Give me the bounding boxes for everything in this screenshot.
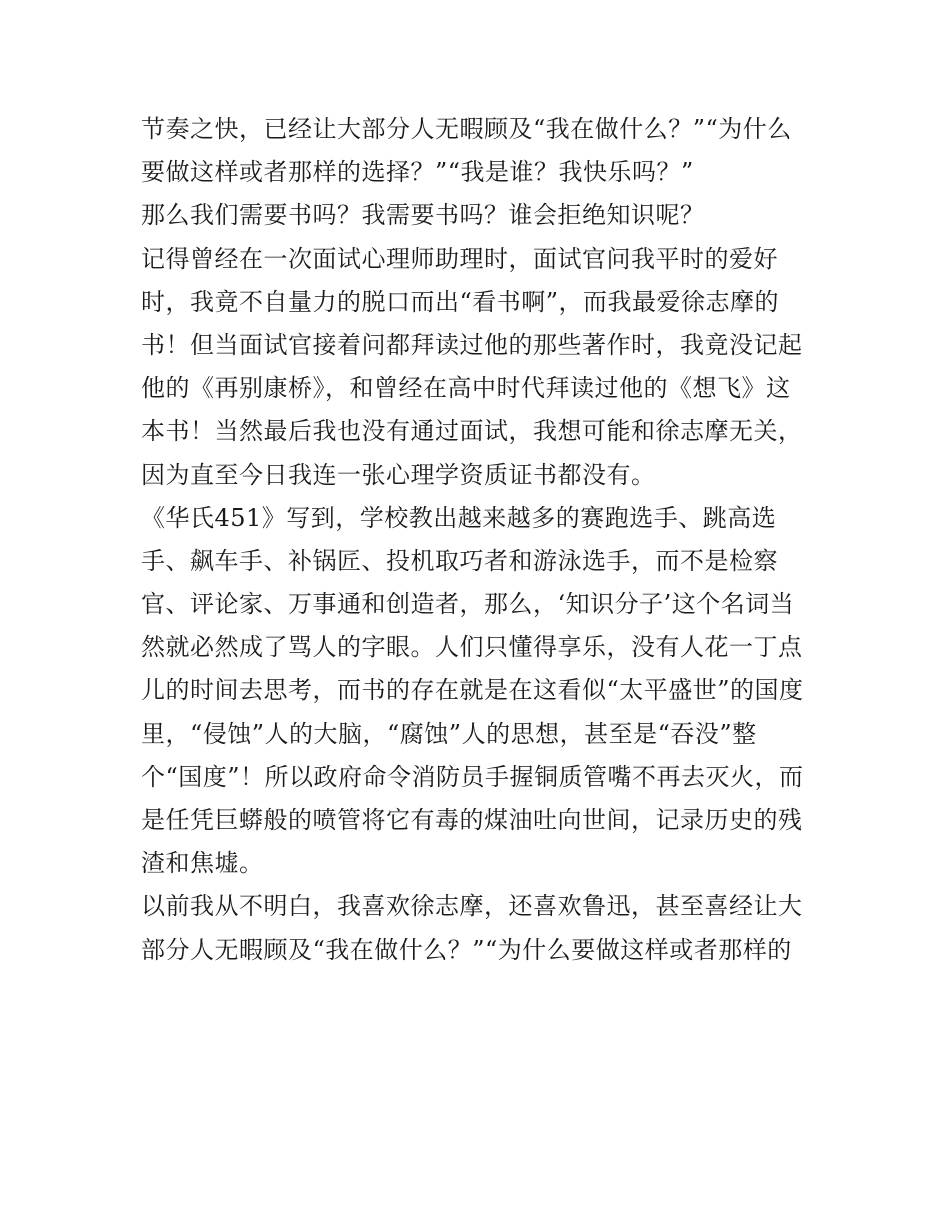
text-line: 儿的时间去思考，而书的存在就是在这看似“太平盛世”的国度 <box>141 676 804 705</box>
text-line: 然就必然成了骂人的字眼。人们只懂得享乐，没有人花一丁点 <box>141 633 803 662</box>
text-line: 个“国度”！所以政府命令消防员手握铜质管嘴不再去灭火，而 <box>141 762 804 791</box>
text-line: 本书！当然最后我也没有通过面试，我想可能和徐志摩无关， <box>141 417 803 446</box>
text-line: 里，“侵蚀”人的大脑，“腐蚀”人的思想，甚至是“吞没”整 <box>141 719 757 748</box>
text-line: 要做这样或者那样的选择？”“我是谁？我快乐吗？” <box>141 158 694 187</box>
text-line: 记得曾经在一次面试心理师助理时，面试官问我平时的爱好 <box>141 244 778 273</box>
text-line: 那么我们需要书吗？我需要书吗？谁会拒绝知识呢？ <box>141 201 705 230</box>
text-line: 节奏之快，已经让大部分人无暇顾及“我在做什么？”“为什么 <box>141 115 792 143</box>
text-line: 手、飙车手、补锅匠、投机取巧者和游泳选手，而不是检察 <box>141 546 778 575</box>
text-line: 《华氏451》写到，学校教出越来越多的赛跑选手、跳高选 <box>141 503 777 532</box>
text-line: 书！但当面试官接着问都拜读过他的那些著作时，我竟没记起 <box>141 330 803 359</box>
text-line: 渣和焦墟。 <box>141 849 264 878</box>
text-line: 因为直至今日我连一张心理学资质证书都没有。 <box>141 460 656 489</box>
document-body <box>141 108 831 972</box>
paragraph-1 <box>141 108 831 194</box>
text-line: 是任凭巨蟒般的喷管将它有毒的煤油吐向世间，记录历史的残 <box>141 806 803 834</box>
paragraph-5 <box>141 885 831 971</box>
paragraph-4 <box>141 497 831 886</box>
text-line: 部分人无暇顾及“我在做什么？”“为什么要做这样或者那样的 <box>141 935 792 964</box>
text-line: 他的《再别康桥》，和曾经在高中时代拜读过他的《想飞》这 <box>141 374 791 403</box>
paragraph-2 <box>141 194 831 237</box>
text-line: 以前我从不明白，我喜欢徐志摩，还喜欢鲁迅，甚至喜经让大 <box>141 892 803 921</box>
text-line: 官、评论家、万事通和创造者，那么，‘知识分子’这个名词当 <box>141 590 795 619</box>
text-line: 时，我竟不自量力的脱口而出“看书啊”，而我最爱徐志摩的 <box>141 287 780 316</box>
paragraph-3 <box>141 238 831 497</box>
